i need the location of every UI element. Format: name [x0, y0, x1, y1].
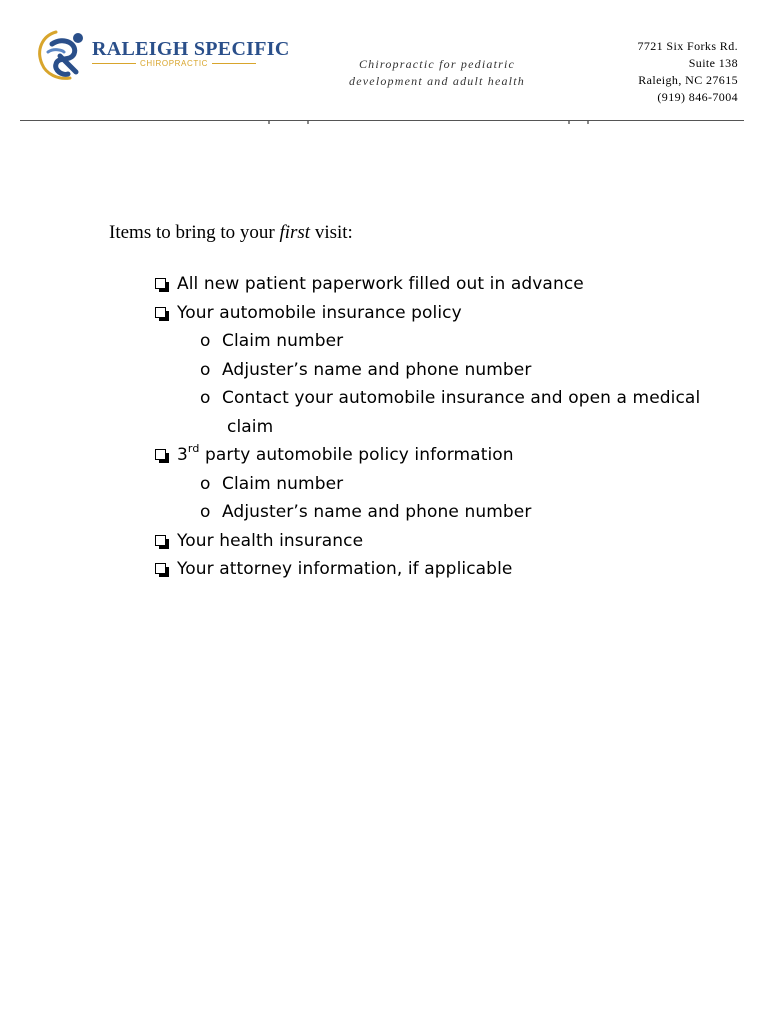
tagline-line-2: development and adult health [349, 74, 525, 88]
logo-wordmark: RALEIGH SPECIFIC [92, 38, 290, 60]
sub-item [155, 356, 715, 385]
checklist-item-label: Your automobile insurance policy [177, 302, 462, 323]
sub-bullet: o [200, 473, 211, 494]
checkbox-icon [155, 449, 166, 460]
address-city: Raleigh, NC 27615 [638, 73, 738, 87]
checkbox-icon [155, 563, 166, 574]
address-street: 7721 Six Forks Rd. [637, 39, 738, 53]
logo-rule-right [212, 63, 256, 64]
sub-item-label: Adjuster’s name and phone number [222, 502, 532, 522]
spine-figure-icon [34, 26, 94, 82]
checkbox-icon [155, 278, 166, 289]
address-suite: Suite 138 [688, 56, 738, 70]
sub-bullet: o [200, 502, 211, 522]
practice-tagline [330, 56, 544, 90]
checkbox-icon [155, 535, 166, 546]
checklist-item [155, 299, 715, 328]
checklist-item-label: Your attorney information, if applicable [177, 559, 513, 579]
sub-item [155, 327, 715, 356]
checklist-item [155, 441, 715, 470]
sub-bullet: o [200, 388, 211, 408]
divider-tick [587, 121, 589, 124]
page-heading [109, 222, 353, 244]
checklist-item-label: Your health insurance [177, 530, 364, 551]
practice-address [637, 38, 738, 106]
heading-emphasis: first [279, 222, 311, 243]
divider-tick [268, 121, 270, 124]
sub-item [155, 470, 715, 499]
sub-item-label: claim [227, 416, 274, 437]
logo-rule-left [92, 63, 136, 64]
sub-bullet: o [200, 331, 211, 351]
checklist-item-label: All new patient paperwork filled out in advance [177, 274, 584, 294]
ordinal-number: 3 [177, 445, 188, 465]
heading-tail: visit: [310, 222, 353, 243]
sub-item [155, 384, 715, 413]
logo-subtitle [92, 59, 256, 68]
tagline-line-1: Chiropractic for pediatric [358, 57, 516, 71]
checklist-item-label [177, 441, 514, 470]
sub-item-label: Adjuster’s name and phone number [222, 359, 532, 380]
sub-item-continuation [155, 413, 715, 442]
header-divider [20, 120, 744, 121]
checklist [155, 270, 715, 584]
heading-text: Items to bring to your [109, 222, 280, 243]
item-text: party automobile policy information [199, 445, 514, 465]
checklist-item [155, 270, 715, 299]
divider-tick [568, 121, 570, 124]
sub-bullet: o [200, 359, 211, 380]
checkbox-icon [155, 307, 166, 318]
sub-item-label: Claim number [222, 473, 344, 494]
logo-subtitle-text: CHIROPRACTIC [139, 59, 209, 68]
checklist-item [155, 555, 715, 584]
divider-tick [307, 121, 309, 124]
address-phone: (919) 846-7004 [657, 90, 738, 104]
checklist-item [155, 527, 715, 556]
sub-item-label: Contact your automobile insurance and open a medical [222, 388, 701, 408]
sub-item [155, 498, 715, 527]
ordinal-suffix: rd [187, 442, 200, 456]
sub-item-label: Claim number [222, 331, 344, 351]
